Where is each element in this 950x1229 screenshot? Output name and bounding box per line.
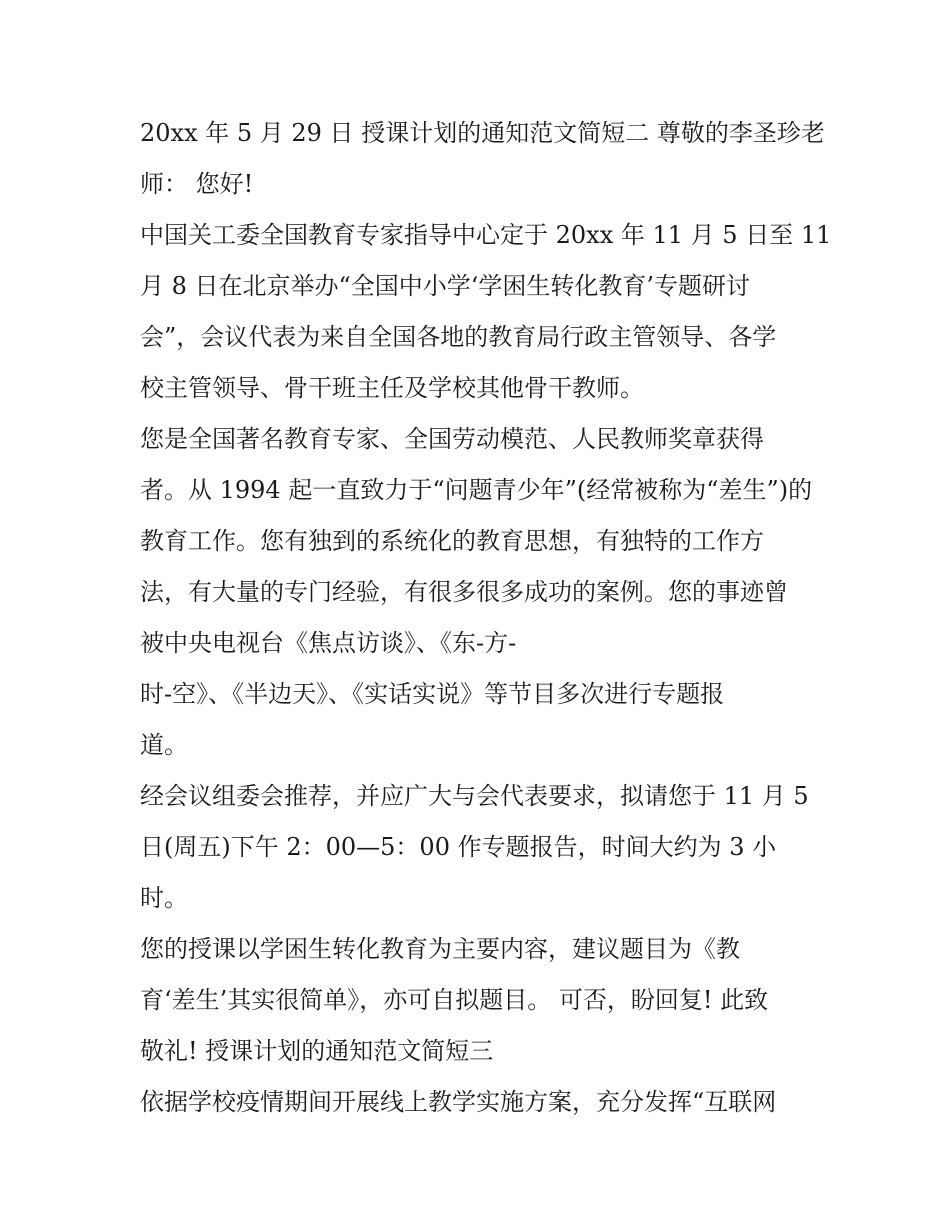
- text-line: 育‘差生’其实很简单》，亦可自拟题目。 可否，盼回复! 此致: [140, 986, 769, 1014]
- text-line: 经会议组委会推荐，并应广大与会代表要求，拟请您于 11 月 5: [140, 782, 809, 810]
- text-line: 您的授课以学困生转化教育为主要内容，建议题目为《教: [140, 935, 740, 963]
- text-line: 师： 您好!: [140, 170, 254, 198]
- text-line: 月 8 日在北京举办“全国中小学‘学困生转化教育’专题研讨: [140, 272, 751, 300]
- document-body: [140, 108, 832, 1128]
- text-line: 道。: [140, 731, 188, 759]
- text-line: 者。从 1994 起一直致力于“问题青少年”(经常被称为“差生”)的: [140, 476, 813, 504]
- text-line: 教育工作。您有独到的系统化的教育思想，有独特的工作方: [140, 527, 764, 555]
- text-line: 依据学校疫情期间开展线上教学实施方案，充分发挥“互联网: [140, 1088, 777, 1116]
- text-line: 日(周五)下午 2：00—5：00 作专题报告，时间大约为 3 小: [140, 833, 777, 861]
- text-line: 您是全国著名教育专家、全国劳动模范、人民教师奖章获得: [140, 425, 764, 453]
- text-line: 被中央电视台《焦点访谈》、《东-方-: [140, 629, 517, 657]
- text-line: 校主管领导、骨干班主任及学校其他骨干教师。: [140, 374, 644, 402]
- text-line: 20xx 年 5 月 29 日 授课计划的通知范文简短二 尊敬的李圣珍老: [140, 119, 825, 147]
- text-line: 会”，会议代表为来自全国各地的教育局行政主管领导、各学: [140, 323, 777, 351]
- text-line: 时-空》、《半边天》、《实话实说》等节目多次进行专题报: [140, 680, 725, 708]
- text-line: 法，有大量的专门经验，有很多很多成功的案例。您的事迹曾: [140, 578, 788, 606]
- text-line: 时。: [140, 884, 188, 912]
- text-line: 敬礼! 授课计划的通知范文简短三: [140, 1037, 494, 1065]
- text-line: 中国关工委全国教育专家指导中心定于 20xx 年 11 月 5 日至 11: [140, 221, 832, 249]
